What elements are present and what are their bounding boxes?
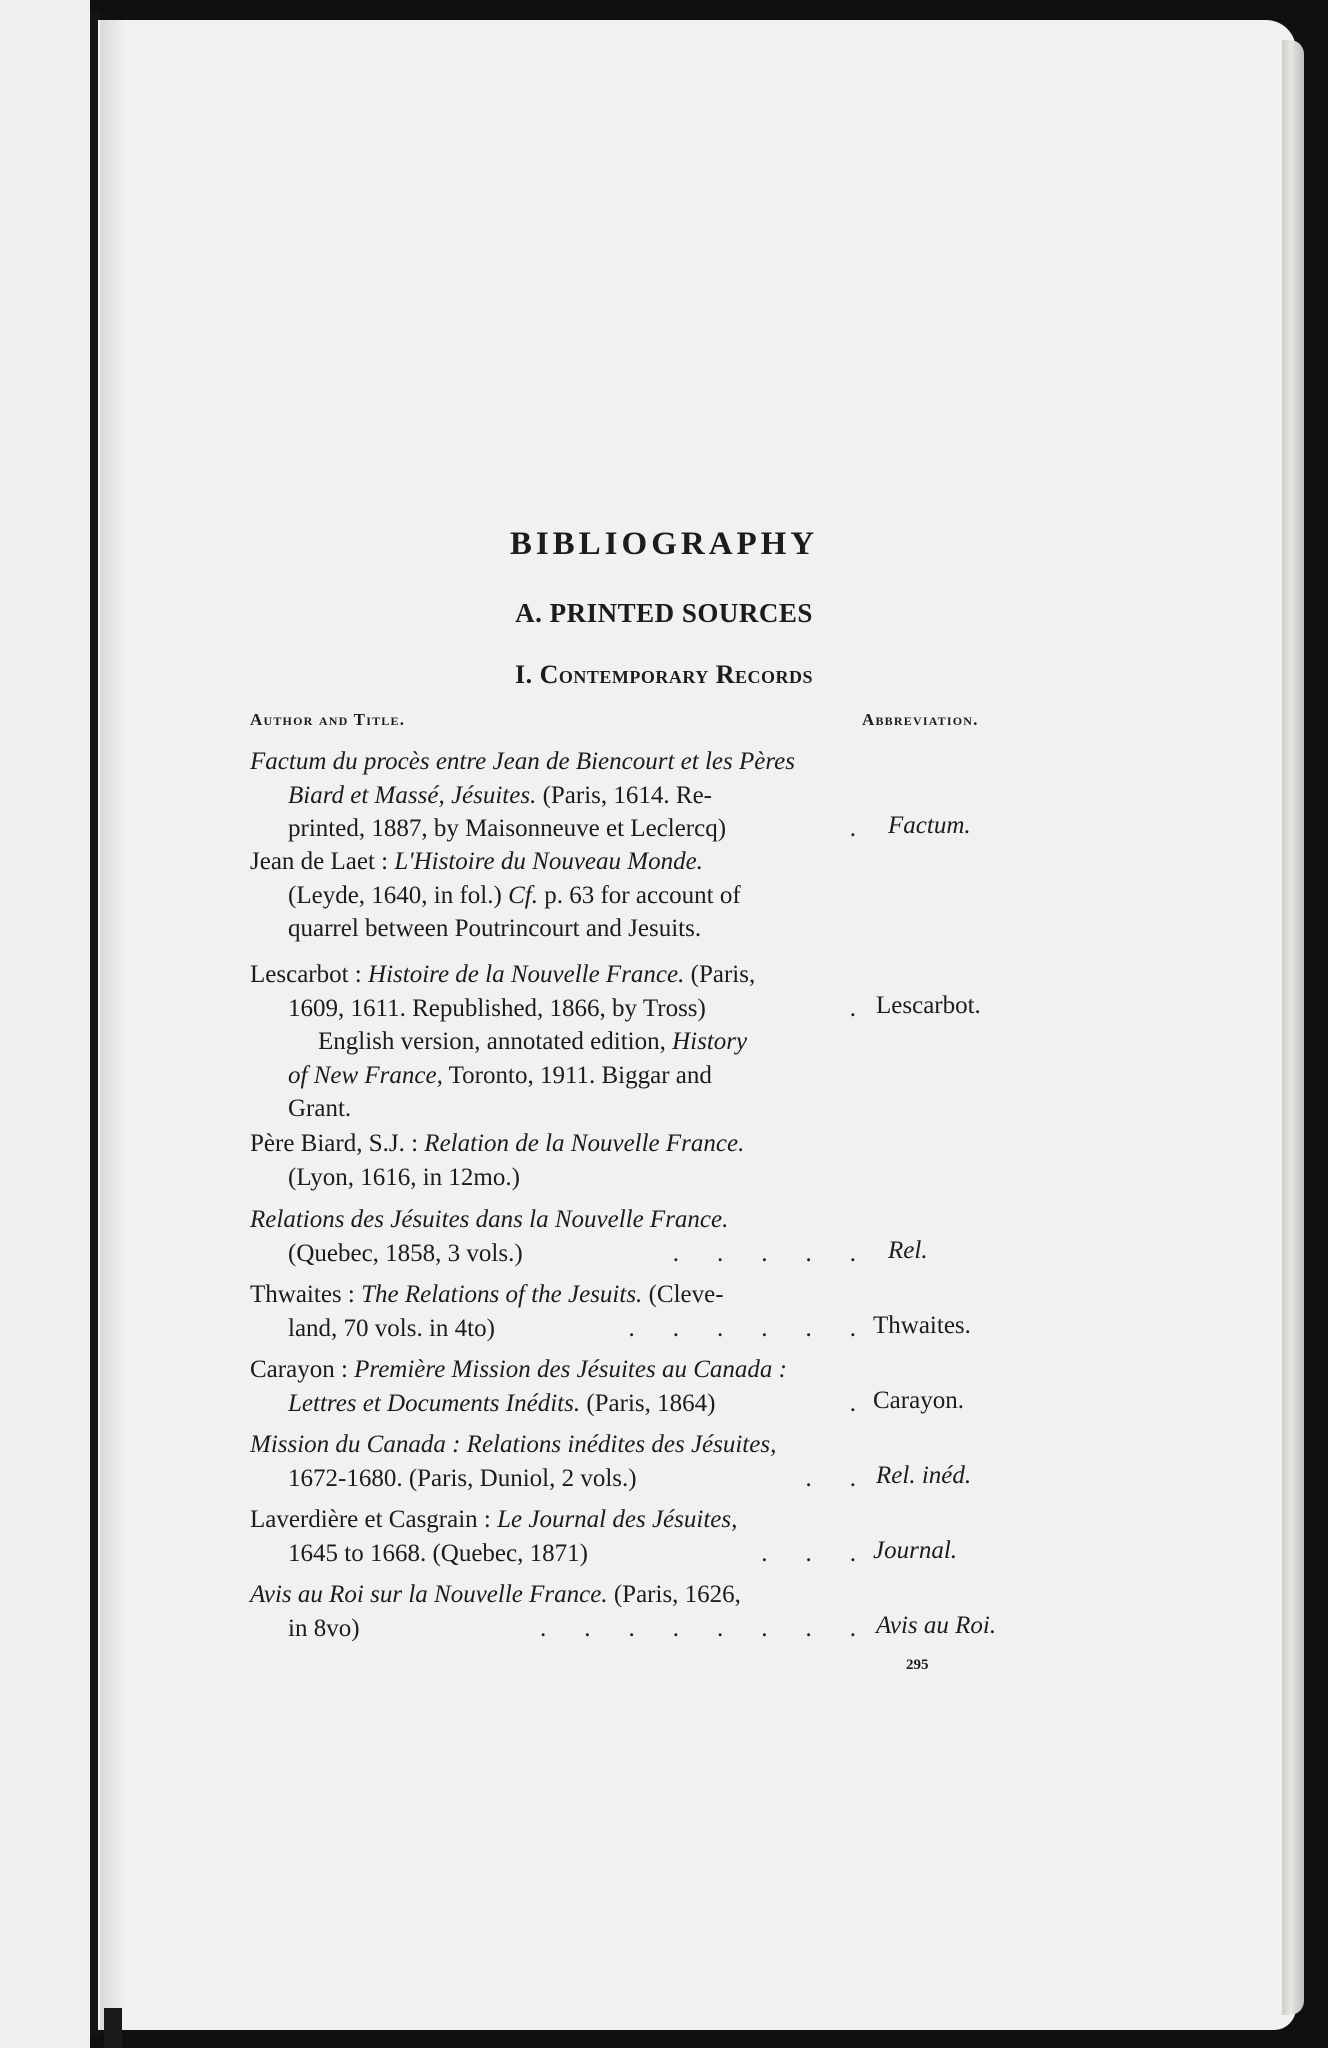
entry-text [250, 745, 795, 779]
abbreviation: Journal. [873, 1536, 958, 1564]
entry-text [288, 1059, 712, 1093]
entry-line [250, 1203, 860, 1237]
entry-line [250, 1059, 860, 1093]
entry-text [250, 1578, 741, 1612]
entry-text [288, 1237, 523, 1271]
bibliography-entry [250, 1127, 860, 1194]
entry-text [288, 992, 706, 1026]
entry-text [250, 958, 755, 992]
entry-text [288, 1161, 520, 1195]
dot-leader: . . . [761, 1539, 856, 1567]
dot-leader: . [849, 1389, 856, 1417]
entry-text [288, 1092, 351, 1126]
italic-title-text: Première Mission des Jésuites au Canada : [354, 1356, 787, 1383]
entry-text-run: Lescarbot : [250, 961, 369, 988]
entry-line [250, 1025, 860, 1059]
section-heading: A. PRINTED SOURCES [515, 598, 813, 628]
italic-title-text: Mission du Canada : Relations inédites des Jésuites, [250, 1431, 777, 1458]
entry-text-run: printed, 1887, by Maisonneuve et Leclercq) [288, 815, 727, 842]
italic-title-text: Biard et Massé, Jésuites. [288, 781, 537, 809]
entry-text-run: (Leyde, 1640, in fol.) [288, 881, 509, 909]
entry-text [250, 1127, 744, 1161]
bibliography-entry [250, 1353, 860, 1420]
entry-text-run: (Quebec, 1858, 3 vols.) [288, 1239, 523, 1267]
italic-title-text: L'Histoire du Nouveau Monde. [394, 848, 703, 875]
bibliography-entry [250, 745, 860, 846]
subsection-heading: I. Contemporary Records [514, 660, 814, 689]
entry-line [250, 1312, 860, 1346]
entry-text [288, 1612, 360, 1646]
dot-leader: . . . . . [672, 1239, 856, 1267]
abbreviation: Avis au Roi. [876, 1611, 997, 1639]
dot-leader: . [849, 815, 856, 842]
entry-text-run: Toronto, 1911. Biggar and [442, 1061, 712, 1089]
bibliography-entry [250, 1503, 860, 1570]
entry-line [250, 745, 860, 779]
entry-text-run: English version, annotated edition, [318, 1028, 673, 1055]
dot-leader: . [849, 994, 856, 1022]
entry-text [288, 879, 741, 913]
entry-line [250, 958, 860, 992]
entry-text [250, 845, 703, 879]
italic-title-text: Relations des Jésuites dans la Nouvelle France. [250, 1206, 729, 1233]
italic-title-text: Avis au Roi sur la Nouvelle France. [250, 1581, 608, 1608]
entry-text-run: Laverdière et Casgrain : [250, 1506, 498, 1533]
entry-line [250, 912, 860, 946]
entry-line [250, 845, 860, 879]
italic-title-text: Factum du procès entre Jean de Biencourt et les Pères [250, 748, 795, 775]
entry-line [250, 1428, 860, 1462]
entry-text [250, 1353, 787, 1387]
entry-text [288, 1312, 495, 1346]
italic-title-text: Histoire de la Nouvelle France. [368, 961, 685, 988]
entry-text-run: Thwaites : [250, 1281, 362, 1308]
bibliography-entry [250, 1578, 860, 1645]
entry-text [250, 1428, 776, 1462]
italic-title-text: The Relations of the Jesuits. [361, 1281, 643, 1308]
entry-line [250, 812, 860, 846]
italic-title-text: Le Journal des Jésuites, [497, 1506, 738, 1533]
column-header-abbreviation: Abbreviation. [862, 710, 979, 729]
entry-line [250, 1537, 860, 1571]
entry-line [250, 992, 860, 1026]
entry-text-run: quarrel between Poutrincourt and Jesuits. [288, 915, 702, 942]
entry-line [250, 1278, 860, 1312]
scan-clip [104, 2008, 122, 2048]
entry-text-run: 1645 to 1668. (Quebec, 1871) [288, 1539, 588, 1567]
dot-leader: . . [805, 1464, 856, 1492]
entry-text-run: (Paris, 1614. Re- [536, 781, 712, 809]
page-gutter-shadow [100, 20, 126, 2030]
entry-line [250, 1612, 860, 1646]
abbreviation: Carayon. [873, 1386, 964, 1414]
entry-text [288, 1462, 637, 1496]
entry-text-run: land, 70 vols. in 4to) [288, 1314, 495, 1342]
entry-text-run: Père Biard, S.J. : [250, 1130, 425, 1157]
entry-line [250, 1578, 860, 1612]
entry-line [250, 779, 860, 813]
abbreviation: Lescarbot. [876, 991, 981, 1019]
entry-text-run: (Cleve- [642, 1281, 724, 1308]
entry-text [288, 779, 712, 813]
entry-line [250, 1353, 860, 1387]
entry-text-run: (Lyon, 1616, in 12mo.) [288, 1163, 520, 1191]
entry-text [250, 1278, 724, 1312]
abbreviation: Thwaites. [873, 1311, 971, 1339]
entry-text-run: 1672-1680. (Paris, Duniol, 2 vols.) [288, 1464, 637, 1492]
entry-line [250, 1503, 860, 1537]
abbreviation: Rel. inéd. [876, 1461, 972, 1489]
dot-leader: . . . . . . . . [540, 1614, 856, 1642]
abbreviation: Rel. [888, 1236, 928, 1264]
dot-leader: . . . . . . [628, 1314, 856, 1342]
italic-title-text: Relation de la Nouvelle France. [424, 1130, 745, 1157]
italic-title-text: Lettres et Documents Inédits. [288, 1389, 581, 1417]
entry-text-run: (Paris, 1864) [580, 1389, 716, 1417]
entry-text [288, 1387, 715, 1421]
bibliography-entry [250, 1428, 860, 1495]
entry-text [288, 1537, 588, 1571]
entry-text-run: (Paris, 1626, [607, 1581, 741, 1608]
entry-text-run: Carayon : [250, 1356, 355, 1383]
entry-text [288, 812, 726, 846]
bibliography-entry [250, 1278, 860, 1345]
entry-text [318, 1025, 747, 1059]
bibliography-entry [250, 845, 860, 946]
bibliography-entry [250, 958, 860, 1126]
entry-line [250, 1387, 860, 1421]
entry-line [250, 1237, 860, 1271]
italic-title-text: History [672, 1028, 748, 1055]
entry-text-run: Grant. [288, 1095, 352, 1122]
italic-title-text: Cf. [508, 881, 538, 909]
entry-line [250, 1127, 860, 1161]
column-header-author: Author and Title. [250, 710, 406, 729]
entry-text-run: Jean de Laet : [250, 848, 395, 875]
entry-line [250, 1161, 860, 1195]
entry-line [250, 1092, 860, 1126]
entry-text-run: (Paris, [684, 961, 756, 988]
page-number: 295 [906, 1657, 929, 1673]
entry-text [250, 1503, 737, 1537]
entry-text [250, 1203, 728, 1237]
page-edge [1282, 40, 1304, 2015]
entry-text [288, 912, 701, 946]
page-title: BIBLIOGRAPHY [509, 526, 819, 562]
abbreviation: Factum. [888, 812, 971, 839]
bibliography-entry [250, 1203, 860, 1270]
entry-text-run: p. 63 for account of [537, 881, 741, 909]
entry-text-run: 1609, 1611. Republished, 1866, by Tross) [288, 994, 706, 1022]
entry-text-run: in 8vo) [288, 1614, 360, 1642]
entry-line [250, 1462, 860, 1496]
italic-title-text: of New France, [288, 1061, 443, 1089]
left-scan-margin [0, 0, 90, 2048]
entry-line [250, 879, 860, 913]
